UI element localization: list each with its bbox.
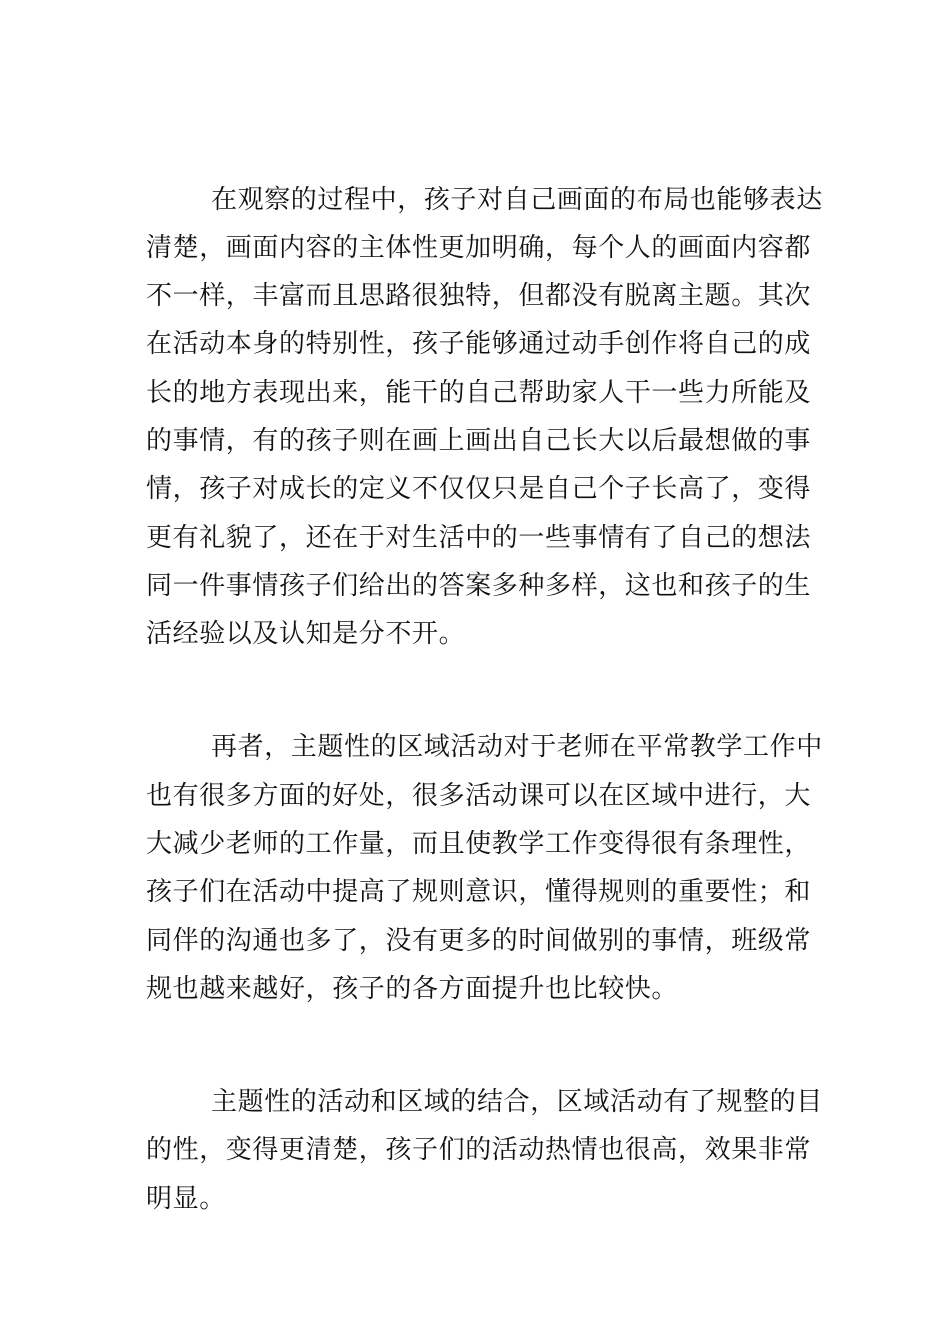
paragraph-line: 的性，变得更清楚，孩子们的活动热情也很高，效果非常 xyxy=(146,1135,812,1165)
paragraph-line: 长的地方表现出来，能干的自己帮助家人干一些力所能及 xyxy=(146,378,812,408)
paragraph-line: 同伴的沟通也多了，没有更多的时间做别的事情，班级常 xyxy=(146,926,812,956)
paragraph-line: 的事情，有的孩子则在画上画出自己长大以后最想做的事 xyxy=(146,426,812,456)
paragraph-line: 不一样，丰富而且思路很独特，但都没有脱离主题。其次 xyxy=(146,281,812,311)
paragraph-line: 活经验以及认知是分不开。 xyxy=(146,619,466,649)
paragraph-line: 孩子们在活动中提高了规则意识，懂得规则的重要性；和 xyxy=(146,877,812,907)
paragraph-line: 情，孩子对成长的定义不仅仅只是自己个子长高了，变得 xyxy=(146,474,812,504)
paragraph-line: 主题性的活动和区域的结合，区域活动有了规整的目 xyxy=(211,1087,823,1117)
paragraph-line: 同一件事情孩子们给出的答案多种多样，这也和孩子的生 xyxy=(146,571,812,601)
paragraph-line: 更有礼貌了，还在于对生活中的一些事情有了自己的想法 xyxy=(146,523,812,553)
paragraph-line: 大减少老师的工作量，而且使教学工作变得很有条理性， xyxy=(146,829,812,859)
paragraph-line: 规也越来越好，孩子的各方面提升也比较快。 xyxy=(146,974,679,1004)
paragraph-line: 在观察的过程中，孩子对自己画面的布局也能够表达 xyxy=(211,185,823,215)
paragraph-line: 再者，主题性的区域活动对于老师在平常教学工作中 xyxy=(211,732,823,762)
paragraph-line: 也有很多方面的好处，很多活动课可以在区域中进行，大 xyxy=(146,781,812,811)
paragraph-line: 在活动本身的特别性，孩子能够通过动手创作将自己的成 xyxy=(146,329,812,359)
paragraph-line: 明显。 xyxy=(146,1184,226,1214)
paragraph-line: 清楚，画面内容的主体性更加明确，每个人的画面内容都 xyxy=(146,233,812,263)
